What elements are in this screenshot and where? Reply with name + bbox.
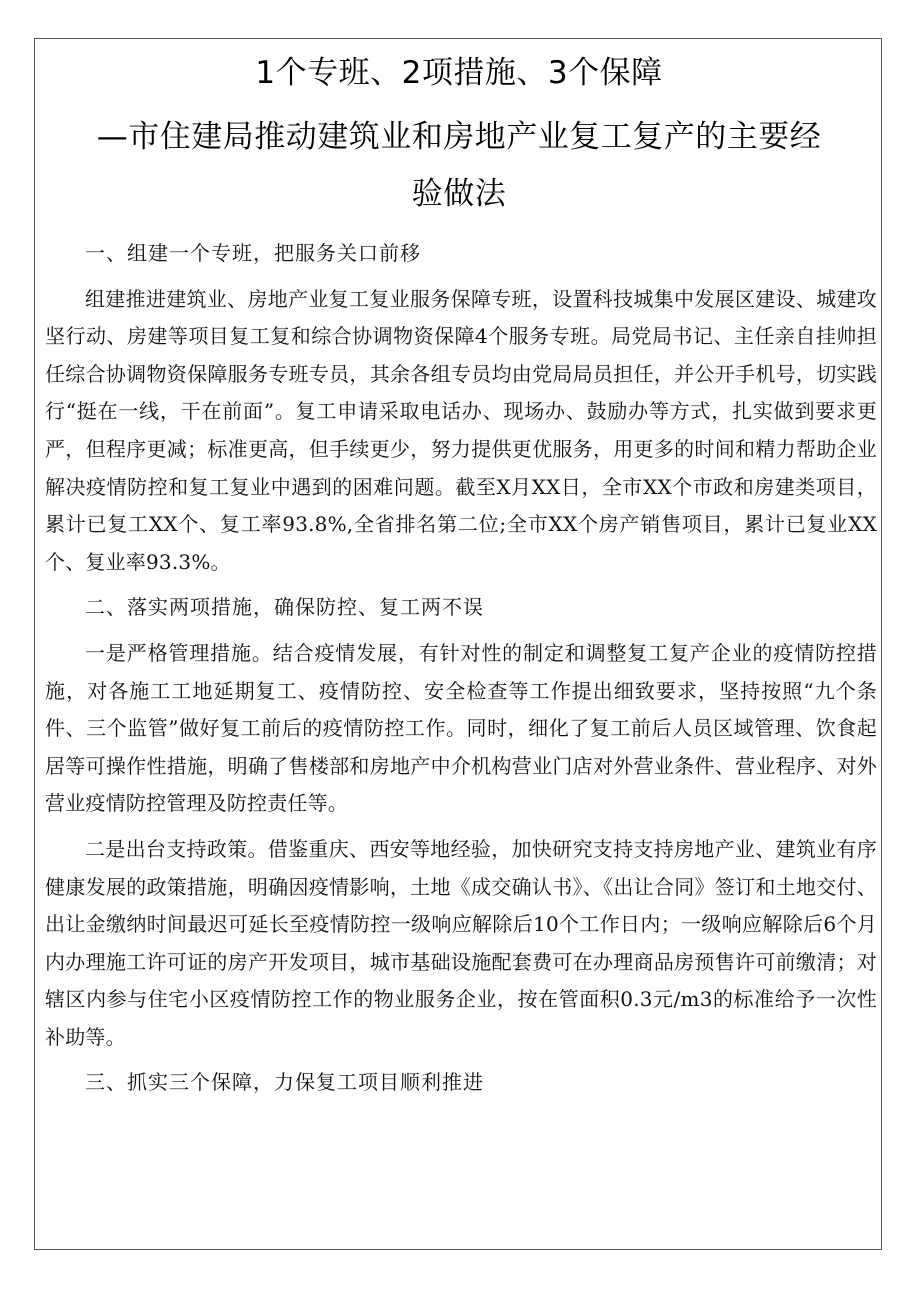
body-paragraph-2: 一是严格管理措施。结合疫情发展，有针对性的制定和调整复工复产企业的疫情防控措施，对各施工工地延期复工、疫情防控、安全检查等工作提出细致要求，坚持按照“九个条件、三个监管”做好复工前后的疫情防控工作。同时，细化了复工前后人员区域管理、饮食起居等可操作性措施，明确了售楼部和房地产中介机构营业门店对外营业条件、营业程序、对外营业疫情防控管理及防控责任等。: [45, 640, 877, 816]
body-paragraph-3: 二是出台支持政策。借鉴重庆、西安等地经验，加快研究支持支持房地产业、建筑业有序健康发展的政策措施，明确因疫情影响，土地《成交确认书》、《出让合同》签订和土地交付、出让金缴纳时间最迟可延长至疫情防控一级响应解除后10个工作日内；一级响应解除后6个月内办理施工许可证的房产开发项目，城市基础设施配套费可在办理商品房预售许可前缴清；对辖区内参与住宅小区疫情防控工作的物业服务企业，按在管面积0.3元/m3的标准给予一次性补助等。: [45, 836, 877, 1049]
title-line-1: 1个专班、2项措施、3个保障: [255, 55, 663, 91]
document-body: [35, 235, 883, 1102]
body-paragraph-1: 组建推进建筑业、房地产业复工复业服务保障专班，设置科技城集中发展区建设、城建攻坚行动、房建等项目复工复和综合协调物资保障4个服务专班。局党局书记、主任亲自挂帅担任综合协调物资保障服务专班专员，其余各组专员均由党局局员担任，并公开手机号，切实践行“挺在一线，干在前面”。复工申请采取电话办、现场办、鼓励办等方式，扎实做到要求更严，但程序更减；标准更高，但手续更少，努力提供更优服务，用更多的时间和精力帮助企业解决疫情防控和复工复业中遇到的困难问题。截至X月XX日，全市XX个市政和房建类项目，累计已复工XX个、复工率93.8%,全省排名第二位;全市XX个房产销售项目，累计已复业XX个、复业率93.3%。: [45, 286, 877, 574]
document-frame: [34, 38, 882, 1250]
title-line-2: —市住建局推动建筑业和房地产业复工复产的主要经: [96, 119, 822, 155]
section-heading-1: 一、组建一个专班，把服务关口前移: [85, 241, 421, 265]
title-line-3: 验做法: [411, 176, 507, 212]
section-heading-2: 二、落实两项措施，确保防控、复工两不误: [85, 595, 484, 620]
section-heading-3: 三、抓实三个保障，力保复工项目顺利推进: [85, 1070, 484, 1095]
